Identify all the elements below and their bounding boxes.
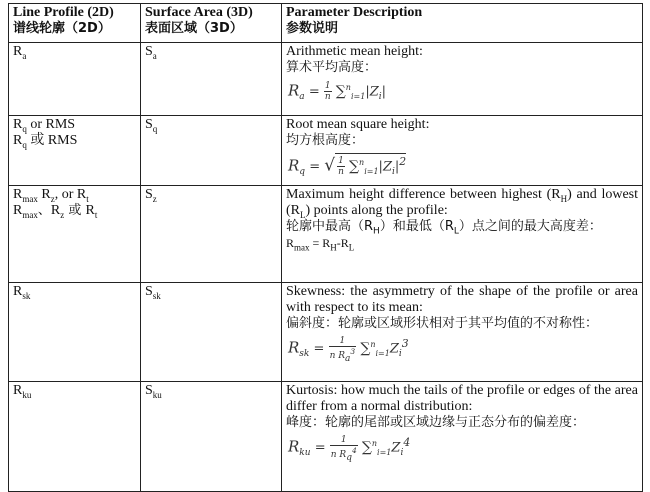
param-subscript: z: [60, 209, 65, 220]
formula-subscript: i: [398, 348, 402, 359]
param-subscript: q: [152, 123, 158, 134]
abs-bar: |: [365, 84, 370, 100]
formula-subscript: i: [378, 91, 382, 102]
formula-equals: =: [314, 440, 326, 456]
formula-symbol: R: [338, 351, 346, 362]
description-subscript: H: [560, 193, 568, 204]
formula-symbol: R: [288, 437, 300, 456]
formula-fraction: [329, 336, 357, 365]
param-subscript: ku: [152, 389, 162, 400]
cell-description: [282, 43, 643, 116]
description-cn: 均方根高度：: [286, 133, 365, 148]
formula-equals: =: [313, 341, 325, 357]
fraction-numerator: 1: [330, 435, 358, 446]
formula-exponent: 3: [401, 337, 409, 350]
sum-symbol: ∑: [361, 439, 372, 456]
description-cn: 算术平均高度：: [286, 60, 378, 75]
table-row: [9, 283, 643, 382]
cell-description: [282, 116, 643, 186]
param-subscript: ku: [22, 389, 32, 400]
param-subscript: q: [22, 139, 27, 150]
formula-symbol: Z: [389, 341, 399, 357]
param-alias: R: [37, 187, 51, 202]
formula-equals: = R: [309, 236, 331, 250]
formula-ra: [286, 80, 638, 102]
description-cn: 峰度：轮廓的尾部或区域边缘与正态分布的偏差度：: [286, 415, 586, 430]
sum-symbol: ∑: [360, 340, 371, 357]
param-alias: 或 RMS: [26, 133, 78, 148]
formula-symbol: Z: [369, 84, 379, 100]
param-symbol: S: [145, 383, 153, 398]
formula-subscript: a: [345, 354, 351, 365]
param-symbol: R: [13, 44, 23, 59]
description-en: Arithmetic mean height:: [286, 44, 423, 59]
description-subscript: H: [373, 226, 380, 237]
param-symbol: S: [145, 44, 153, 59]
sum-lower: i=1: [364, 166, 379, 176]
param-subscript: sk: [22, 290, 31, 301]
formula-rsk: [286, 336, 638, 365]
description-subscript: L: [300, 209, 306, 220]
param-subscript: a: [152, 50, 157, 61]
param-subscript: sk: [152, 290, 161, 301]
param-symbol: R: [13, 133, 23, 148]
header-parameter-description: [282, 4, 643, 43]
sqrt-body: [335, 153, 406, 177]
param-symbol: R: [13, 117, 23, 132]
formula-exponent: 4: [351, 446, 357, 456]
param-alias: R: [85, 203, 95, 218]
fraction-numerator: 1: [329, 336, 357, 347]
cell-3d-param: [141, 116, 282, 186]
description-en: Skewness: the asymmetry of the shape of the profile or area with respect to its mean:: [286, 284, 638, 315]
fraction-denominator: [329, 347, 357, 365]
description-en: Root mean square height:: [286, 117, 430, 132]
description-subscript: L: [453, 226, 459, 237]
cell-2d-param: [9, 382, 141, 492]
sum-upper: n: [345, 83, 351, 92]
sum-lower: i=1: [375, 348, 390, 358]
fraction-denominator: n: [324, 92, 331, 103]
table-row: [9, 43, 643, 116]
formula-subscript: H: [330, 242, 337, 253]
cell-2d-param: [9, 186, 141, 283]
formula-exponent: 4: [403, 436, 411, 449]
param-subscript: q: [22, 123, 27, 134]
description-text: Maximum height difference between highest (R: [286, 187, 561, 202]
formula-rmax: [286, 235, 638, 251]
formula-subscript: max: [294, 242, 310, 253]
formula-rq: [286, 153, 638, 177]
cell-2d-param: [9, 116, 141, 186]
param-alias: , or R: [54, 187, 87, 202]
formula-symbol: R: [286, 236, 295, 250]
formula-subscript: q: [346, 453, 352, 464]
formula-symbol: R: [339, 450, 347, 461]
param-subscript: max: [22, 193, 38, 204]
table-row: [9, 186, 643, 283]
param-subscript: t: [86, 193, 89, 204]
description-cn: [286, 219, 638, 235]
header-description-cn: 参数说明: [286, 21, 339, 36]
description-text: ) and lowest (R: [286, 187, 638, 218]
param-subscript: a: [22, 50, 27, 61]
abs-bar: |: [394, 159, 400, 175]
formula-fraction: [330, 435, 358, 464]
cell-description: [282, 283, 643, 382]
cell-3d-param: [141, 283, 282, 382]
parameter-table: [8, 3, 643, 492]
sum-upper: n: [371, 439, 378, 448]
param-subscript: z: [50, 193, 55, 204]
param-symbol: S: [145, 284, 153, 299]
param-subscript: t: [94, 209, 98, 220]
formula-fraction: [337, 156, 345, 177]
param-alias: or RMS: [26, 117, 76, 132]
param-subscript: z: [152, 193, 157, 204]
formula-subscript: sk: [299, 348, 310, 359]
param-symbol: R: [13, 383, 23, 398]
abs-bar: |: [381, 84, 387, 100]
formula-subscript: q: [299, 166, 306, 177]
formula-subscript: a: [299, 91, 305, 102]
formula-symbol: Z: [382, 159, 392, 175]
fraction-denominator: n: [338, 167, 344, 178]
cell-3d-param: [141, 43, 282, 116]
param-symbol: R: [13, 203, 23, 218]
header-surface-area: [141, 4, 282, 43]
formula-symbol: Z: [391, 440, 401, 456]
header-line-profile-cn: 谱线轮廓（2D）: [13, 21, 111, 36]
formula-minus: -R: [336, 236, 349, 250]
table-header-row: [9, 4, 643, 43]
cell-2d-param: [9, 43, 141, 116]
description-cn: 偏斜度：轮廓或区域形状相对于其平均值的不对称性：: [286, 316, 599, 331]
header-surface-area-cn: 表面区域（3D）: [145, 21, 243, 36]
sum-symbol: ∑: [349, 158, 360, 175]
param-subscript: max: [22, 209, 38, 220]
formula-exponent: 2: [399, 155, 407, 168]
sum-lower: i=1: [377, 447, 392, 457]
formula-subscript: i: [400, 447, 404, 458]
sqrt-symbol: √: [324, 155, 336, 176]
formula-equals: =: [308, 84, 320, 100]
sum-upper: n: [359, 158, 365, 167]
formula-symbol: R: [288, 156, 300, 175]
cell-description: [282, 382, 643, 492]
formula-equals: =: [309, 159, 321, 175]
header-line-profile: [9, 4, 141, 43]
description-text: ) points along the profile:: [305, 203, 448, 218]
param-symbol: S: [145, 187, 153, 202]
sum-upper: n: [370, 340, 376, 349]
formula-subscript: L: [348, 242, 355, 253]
sum-symbol: ∑: [335, 83, 346, 100]
formula-subscript: i: [391, 166, 395, 177]
table-row: [9, 116, 643, 186]
fraction-numerator: 1: [324, 81, 331, 92]
formula-exponent: 3: [350, 347, 356, 357]
param-alias: 或: [64, 203, 86, 218]
formula-fraction: [324, 81, 332, 102]
cell-2d-param: [9, 283, 141, 382]
cell-3d-param: [141, 382, 282, 492]
table-row: [9, 382, 643, 492]
param-symbol: R: [13, 284, 23, 299]
sum-lower: i=1: [350, 91, 366, 101]
description-en: [286, 187, 638, 219]
header-line-profile-en: Line Profile (2D): [13, 5, 114, 20]
header-description-en: Parameter Description: [286, 5, 423, 20]
header-surface-area-en: Surface Area (3D): [145, 5, 253, 20]
param-alias: 、: [37, 203, 51, 218]
formula-symbol: n: [330, 450, 337, 461]
formula-symbol: R: [288, 338, 300, 357]
cell-3d-param: [141, 186, 282, 283]
formula-rku: [286, 435, 638, 464]
description-text: ）点之间的最大高度差：: [458, 219, 602, 234]
formula-symbol: n: [329, 351, 336, 362]
param-symbol: R: [13, 187, 23, 202]
formula-subscript: ku: [299, 447, 311, 458]
description-text: 轮廓中最高（R: [286, 219, 374, 234]
formula-symbol: R: [288, 81, 300, 100]
fraction-numerator: 1: [338, 156, 344, 167]
description-text: ）和最低（R: [379, 219, 454, 234]
cell-description: [282, 186, 643, 283]
fraction-denominator: [330, 446, 358, 464]
param-alias: R: [50, 203, 61, 218]
description-en: Kurtosis: how much the tails of the profile or edges of the area differ from a normal distribution:: [286, 383, 638, 414]
abs-bar: |: [378, 159, 383, 175]
param-symbol: S: [145, 117, 153, 132]
